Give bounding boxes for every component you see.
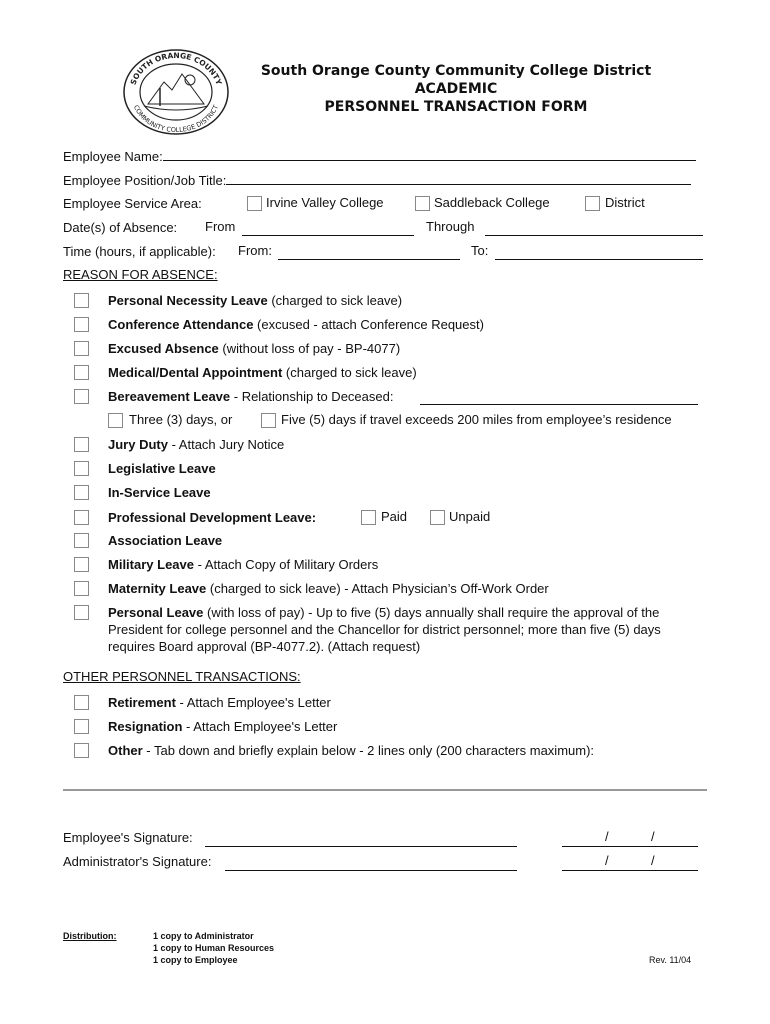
medical-dental-item: Medical/Dental Appointment (charged to sick leave) [108, 365, 417, 380]
excused-absence-item: Excused Absence (without loss of pay - BP-4077) [108, 341, 401, 356]
administrator-signature-label: Administrator's Signature: [63, 854, 212, 869]
dates-label: Date(s) of Absence: [63, 220, 178, 235]
conference-checkbox[interactable] [74, 317, 89, 332]
explanation-divider [63, 789, 707, 791]
paid-checkbox[interactable] [361, 510, 376, 525]
employee-date-slash-2: / [651, 829, 655, 844]
time-label: Time (hours, if applicable): [63, 244, 216, 259]
distribution-copy-1: 1 copy to Administrator [153, 931, 254, 941]
seal-ring-top: SOUTH ORANGE COUNTY [128, 50, 224, 87]
time-row [63, 243, 216, 261]
employee-signature-field[interactable] [205, 832, 517, 847]
unpaid-label: Unpaid [449, 509, 491, 524]
personal-leave-line3: requires Board approval (BP-4077.2). (Attach request) [108, 639, 421, 654]
bereavement-checkbox[interactable] [74, 389, 89, 404]
administrator-date-field[interactable] [562, 856, 698, 871]
in-service-checkbox[interactable] [74, 485, 89, 500]
administrator-signature-field[interactable] [225, 856, 517, 871]
association-checkbox[interactable] [74, 533, 89, 548]
district-label: District [605, 195, 645, 210]
distribution-copy-3: 1 copy to Employee [153, 955, 238, 965]
svg-text:COMMUNITY COLLEGE DISTRICT [132, 104, 220, 134]
distribution-copy-2: 1 copy to Human Resources [153, 943, 275, 953]
personal-leave-item: Personal Leave (with loss of pay) - Up to five (5) days annually shall require the approval of the [108, 605, 660, 620]
excused-absence-checkbox[interactable] [74, 341, 89, 356]
from-label: From [205, 219, 236, 234]
position-field[interactable] [226, 170, 691, 185]
other-checkbox[interactable] [74, 743, 89, 758]
date-through-field[interactable] [485, 221, 703, 236]
seal-ring-bottom: COMMUNITY COLLEGE DISTRICT [131, 103, 221, 135]
administrator-date-slash-2: / [651, 853, 655, 868]
form-category: ACADEMIC [414, 81, 498, 97]
professional-dev-checkbox[interactable] [74, 510, 89, 525]
time-from-field[interactable] [278, 245, 460, 260]
legislative-item: Legislative Leave [108, 461, 216, 476]
saddleback-checkbox[interactable] [415, 196, 430, 211]
saddleback-label: Saddleback College [434, 195, 550, 210]
time-to-field[interactable] [495, 245, 703, 260]
other-item: Other - Tab down and briefly explain below - 2 lines only (200 characters maximum): [108, 743, 595, 758]
maternity-item: Maternity Leave (charged to sick leave) - Attach Physician’s Off-Work Order [108, 581, 549, 596]
employee-date-field[interactable] [562, 832, 698, 847]
jury-duty-checkbox[interactable] [74, 437, 89, 452]
personal-necessity-checkbox[interactable] [74, 293, 89, 308]
resignation-checkbox[interactable] [74, 719, 89, 734]
reason-heading: REASON FOR ABSENCE: [63, 267, 218, 282]
retirement-checkbox[interactable] [74, 695, 89, 710]
employee-name-label: Employee Name: [63, 149, 163, 164]
distribution-label: Distribution: [63, 931, 117, 941]
legislative-checkbox[interactable] [74, 461, 89, 476]
three-days-checkbox[interactable] [108, 413, 123, 428]
position-label: Employee Position/Job Title: [63, 173, 227, 188]
relationship-field[interactable] [420, 390, 698, 405]
jury-duty-item: Jury Duty - Attach Jury Notice [108, 437, 285, 452]
unpaid-checkbox[interactable] [430, 510, 445, 525]
ivc-label: Irvine Valley College [266, 195, 384, 210]
maternity-checkbox[interactable] [74, 581, 89, 596]
employee-name-field[interactable] [163, 146, 696, 161]
service-area-label: Employee Service Area: [63, 196, 202, 211]
form-title: PERSONNEL TRANSACTION FORM [324, 99, 588, 115]
five-days-checkbox[interactable] [261, 413, 276, 428]
district-checkbox[interactable] [585, 196, 600, 211]
revision-label: Rev. 11/04 [649, 955, 692, 965]
resignation-item: Resignation - Attach Employee's Letter [108, 719, 338, 734]
district-title: South Orange County Community College District [260, 63, 652, 79]
military-checkbox[interactable] [74, 557, 89, 572]
medical-dental-checkbox[interactable] [74, 365, 89, 380]
service-area-row [63, 195, 202, 213]
military-item: Military Leave - Attach Copy of Military Orders [108, 557, 379, 572]
professional-dev-item: Professional Development Leave: [108, 510, 317, 525]
personal-leave-line2: President for college personnel and the Chancellor for district personnel; more than five (5) days [108, 622, 661, 637]
personal-leave-checkbox[interactable] [74, 605, 89, 620]
time-from-label: From: [238, 243, 272, 258]
employee-name-row [63, 146, 696, 164]
employee-date-slash-1: / [605, 829, 609, 844]
dates-row [63, 219, 177, 237]
position-row [63, 170, 691, 188]
personal-necessity-item: Personal Necessity Leave (charged to sick leave) [108, 293, 403, 308]
date-from-field[interactable] [242, 221, 414, 236]
conference-item: Conference Attendance (excused - attach Conference Request) [108, 317, 484, 332]
through-label: Through [426, 219, 475, 234]
paid-label: Paid [381, 509, 408, 524]
retirement-item: Retirement - Attach Employee's Letter [108, 695, 331, 710]
ivc-checkbox[interactable] [247, 196, 262, 211]
time-to-label: To: [471, 243, 489, 258]
employee-signature-label: Employee's Signature: [63, 830, 193, 845]
three-days-label: Three (3) days, or [129, 412, 233, 427]
administrator-date-slash-1: / [605, 853, 609, 868]
district-seal-logo [120, 44, 232, 136]
other-heading: OTHER PERSONNEL TRANSACTIONS: [63, 669, 301, 684]
in-service-item: In-Service Leave [108, 485, 211, 500]
five-days-label: Five (5) days if travel exceeds 200 miles from employee’s residence [281, 412, 672, 427]
association-item: Association Leave [108, 533, 223, 548]
bereavement-item: Bereavement Leave - Relationship to Deceased: [108, 389, 394, 404]
